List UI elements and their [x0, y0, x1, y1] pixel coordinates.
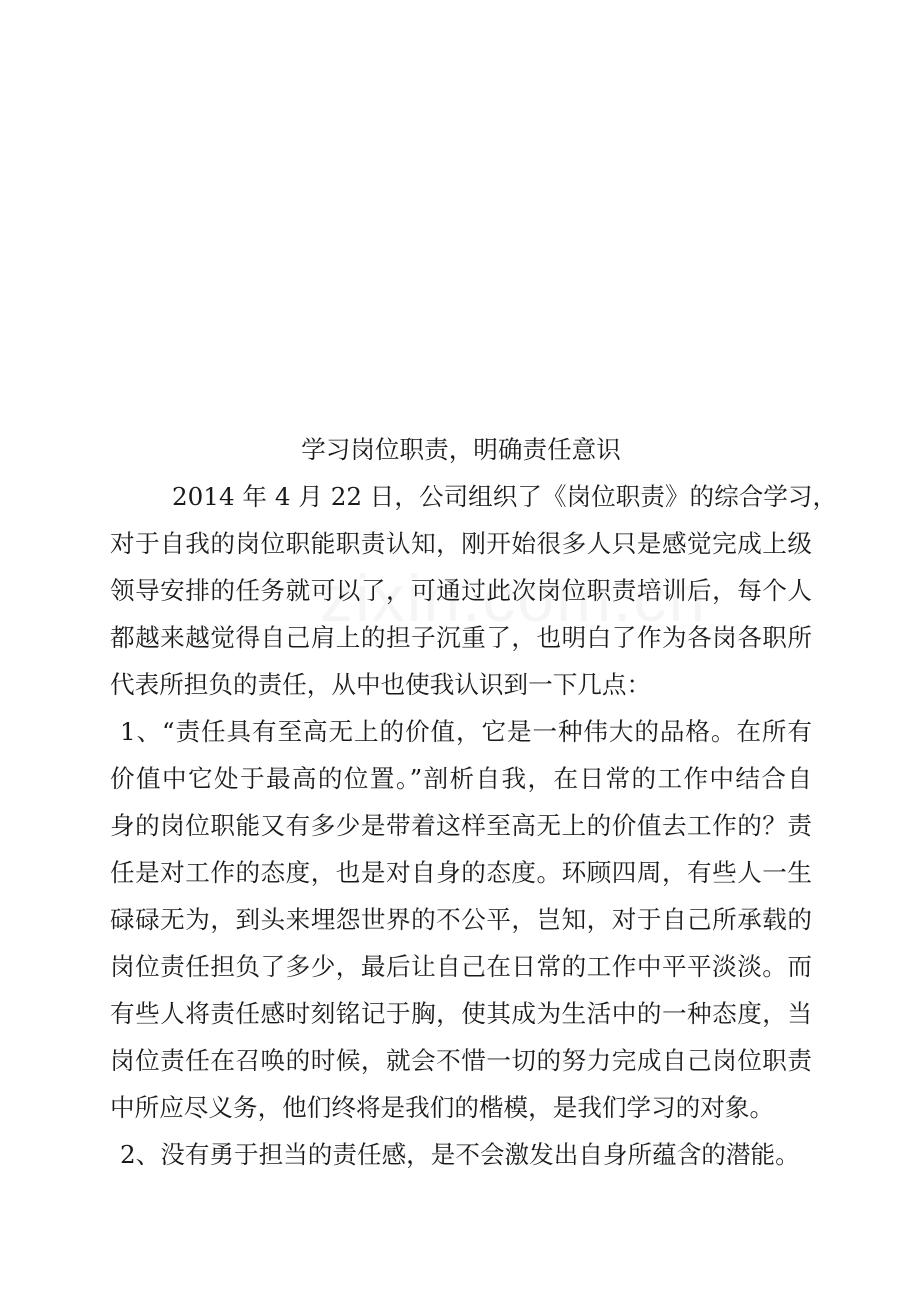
point-1-line: 价值中它处于最高的位置。”剖析自我，在日常的工作中结合自	[110, 764, 812, 793]
point-2-line: 2、没有勇于担当的责任感，是不会激发出自身所蕴含的潜能。	[120, 1140, 800, 1169]
point-1-line: 身的岗位职能又有多少是带着这样至高无上的价值去工作的？责	[110, 811, 812, 840]
document-title: 学习岗位职责，明确责任意识	[301, 435, 621, 464]
point-2-paragraph	[110, 1131, 812, 1178]
intro-line: 对于自我的岗位职能职责认知，刚开始很多人只是感觉完成上级	[110, 529, 812, 558]
point-1-line: 有些人将责任感时刻铭记于胸，使其成为生活中的一种态度，当	[110, 999, 812, 1028]
intro-paragraph	[110, 473, 838, 708]
point-1-paragraph	[110, 708, 812, 1131]
intro-line: 都越来越觉得自己肩上的担子沉重了，也明白了作为各岗各职所	[110, 623, 812, 652]
point-1-line: 碌碌无为，到头来埋怨世界的不公平，岂知，对于自己所承载的	[110, 905, 812, 934]
intro-line: 领导安排的任务就可以了，可通过此次岗位职责培训后，每个人	[110, 576, 812, 605]
point-1-line: 任是对工作的态度，也是对自身的态度。环顾四周，有些人一生	[110, 858, 812, 887]
intro-line: 代表所担负的责任，从中也使我认识到一下几点：	[110, 670, 652, 699]
intro-line: 2014 年 4 月 22 日，公司组织了《岗位职责》的综合学习，	[172, 482, 838, 511]
point-1-line: 岗位责任在召唤的时候，就会不惜一切的努力完成自己岗位职责	[110, 1046, 812, 1075]
point-1-line: 中所应尽义务，他们终将是我们的楷模，是我们学习的对象。	[110, 1093, 775, 1122]
point-1-line: 1、“责任具有至高无上的价值，它是一种伟大的品格。在所有	[120, 717, 812, 746]
point-1-line: 岗位责任担负了多少，最后让自己在日常的工作中平平淡淡。而	[110, 952, 812, 981]
document-body	[110, 426, 838, 1178]
